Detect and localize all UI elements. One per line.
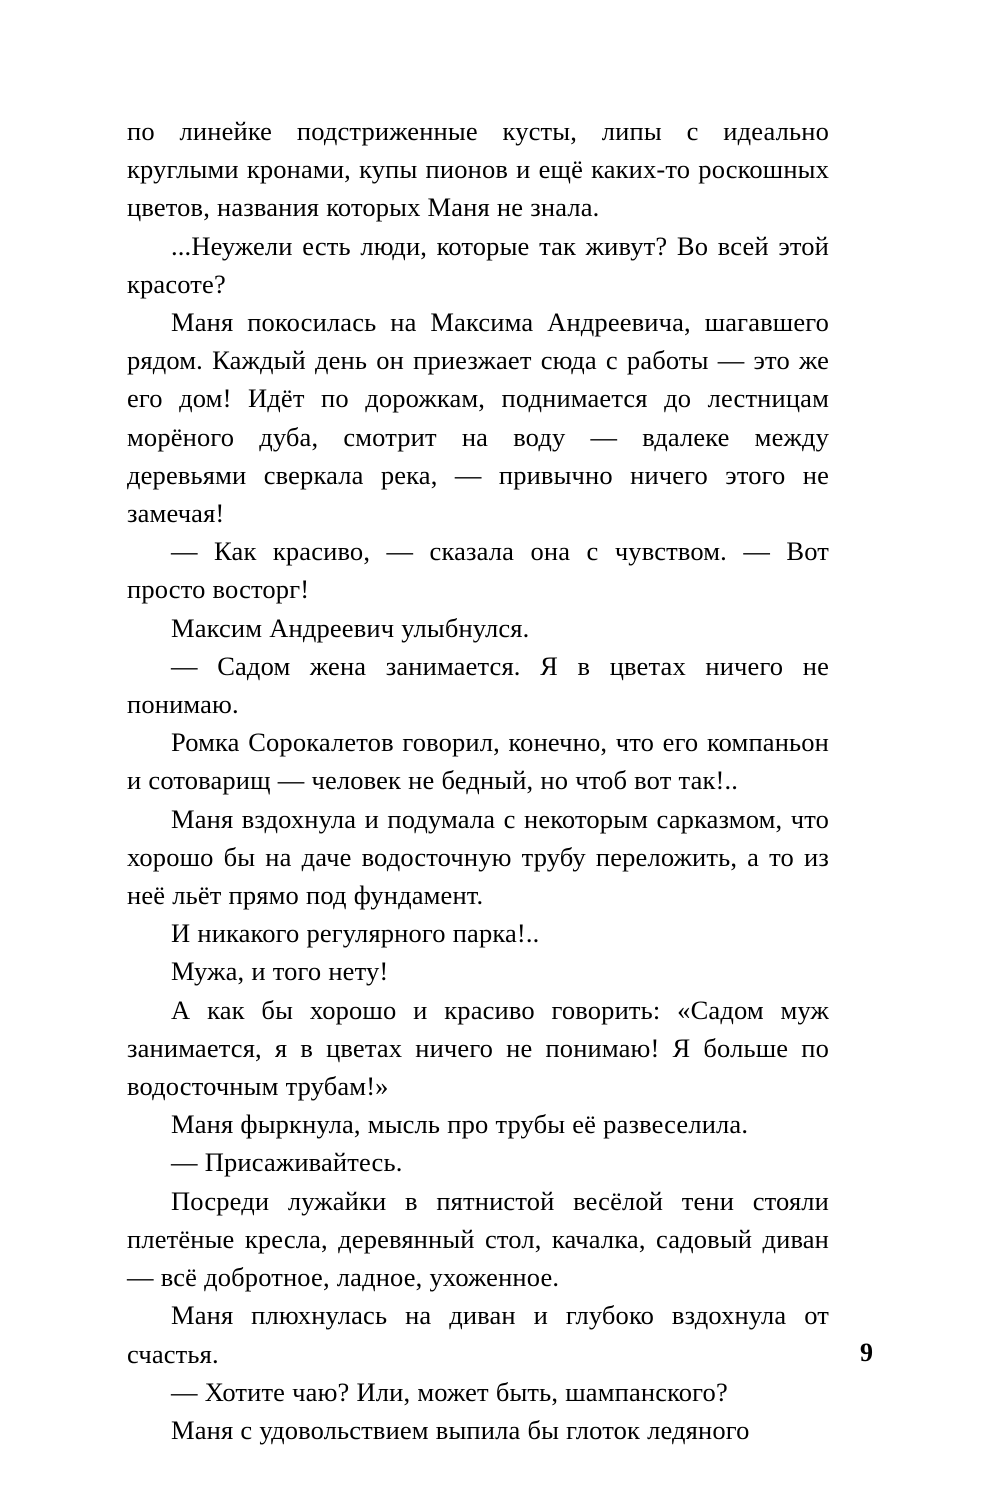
paragraph: Мужа, и того нету! (171, 956, 389, 987)
paragraph: Маня с удовольствием выпила бы глоток ледяного (171, 1414, 750, 1445)
paragraph: Посреди лужайки в пятнистой весёлой тени стояли плетёные кресла, деревянный стол, качалка, садовый диван — всё добротное, ладное, ухоженное. (127, 1185, 829, 1293)
paragraph: Максим Андреевич улыбнулся. (171, 612, 530, 643)
paragraph: Маня фыркнула, мысль про трубы её развеселила. (171, 1109, 749, 1140)
paragraph: ...Неужели есть люди, которые так живут? Во всей этой красоте? (127, 230, 829, 299)
paragraph: Маня покосилась на Максима Андреевича, шагавшего рядом. Каждый день он приезжает сюда с работы — это же его дом! Идёт по дорожкам, поднимается до лестницам морёного дуба, смотрит на воду — вдалеке между деревьями сверкала река, — привычно ничего этого не замечая! (127, 307, 829, 529)
paragraph: — Хотите чаю? Или, может быть, шампанского? (171, 1376, 728, 1407)
paragraph: А как бы хорошо и красиво говорить: «Садом муж занимается, я в цветах ничего не понимаю! Я больше по водосточным трубам!» (127, 994, 829, 1102)
paragraph: — Присаживайтесь. (171, 1147, 403, 1178)
paragraph: — Садом жена занимается. Я в цветах ничего не понимаю. (127, 650, 829, 720)
paragraph: Маня вздохнула и подумала с некоторым сарказмом, что хорошо бы на даче водосточную трубу переложить, а то из неё льёт прямо под фундамент. (127, 803, 829, 911)
paragraph: — Как красиво, — сказала она с чувством. — Вот просто восторг! (127, 536, 829, 605)
paragraph: Ромка Сорокалетов говорил, конечно, что его компаньон и сотоварищ — человек не бедный, но чтоб вот так!.. (127, 727, 829, 796)
body-text (127, 112, 829, 1449)
paragraph: по линейке подстриженные кусты, липы с идеально круглыми кронами, купы пионов и ещё каких-то роскошных цветов, названия которых Маня не знала. (127, 116, 829, 223)
paragraph: И никакого регулярного парка!.. (171, 918, 540, 949)
page-number: 9 (860, 1338, 873, 1367)
paragraph: Маня плюхнулась на диван и глубоко вздохнула от счастья. (127, 1300, 829, 1369)
